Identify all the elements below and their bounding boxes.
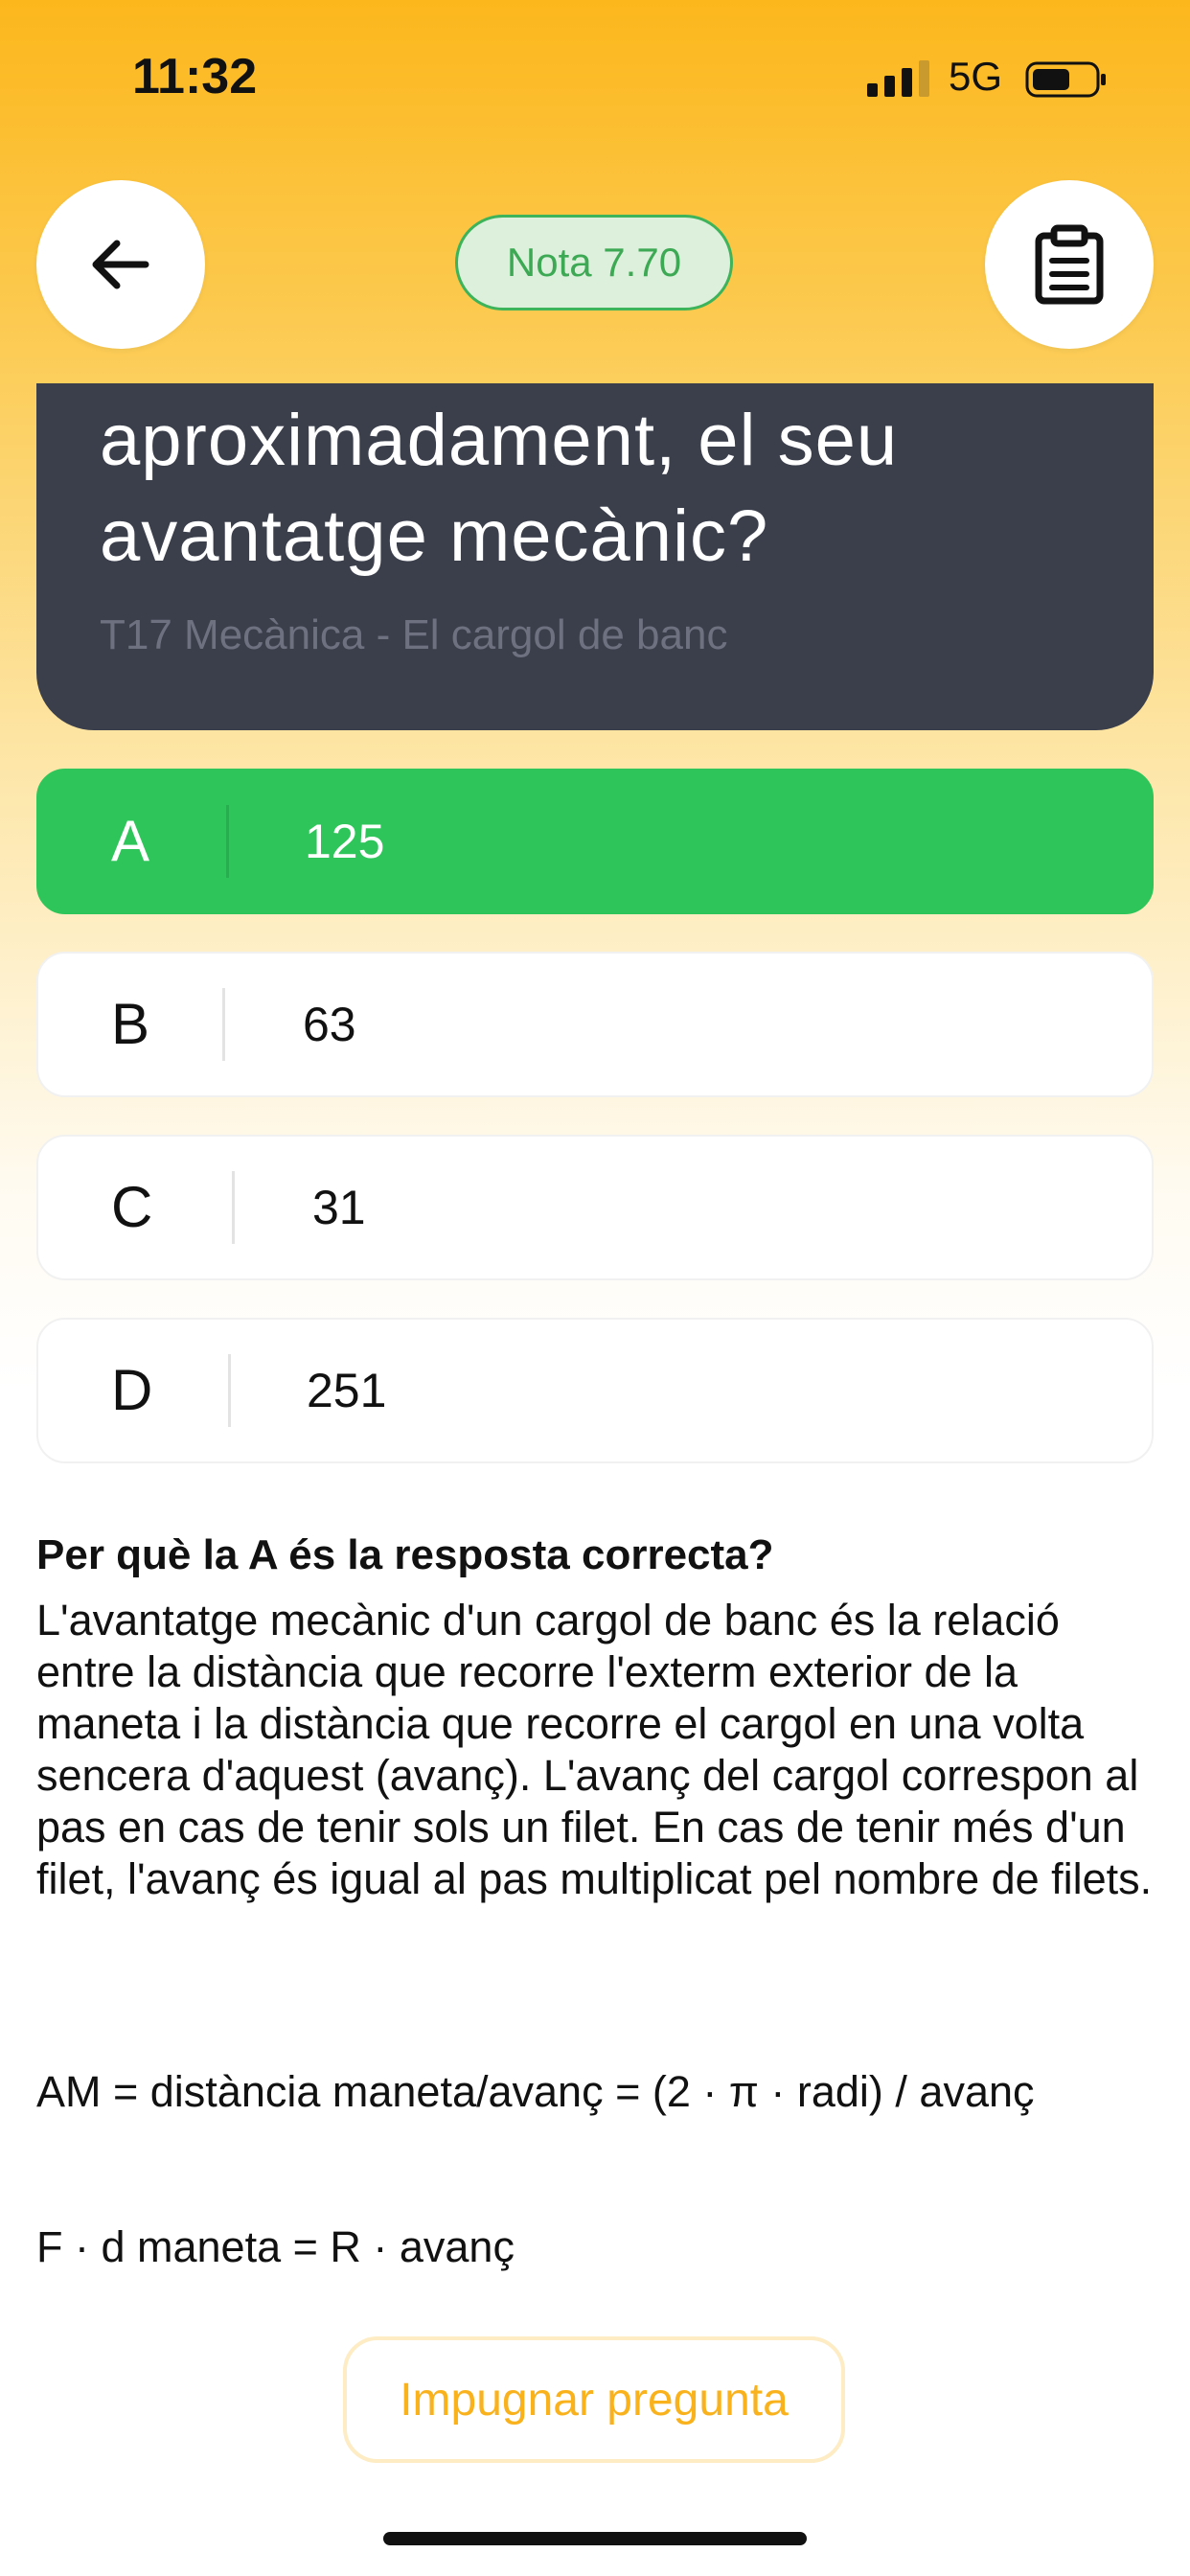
explanation-body: L'avantatge mecànic d'un cargol de banc és la relació entre la distància que recorre l'exterm exterior de la maneta i la distància que recorre el cargol en una volta sencera d'aquest (avanç). L'avanç del cargol correspon al pas en cas de tenir sols un filet. En cas de tenir més d'un filet, l'avanç és igual al pas multiplicat pel nombre de filets. xyxy=(36,1596,1153,1903)
option-divider xyxy=(228,1354,231,1427)
option-letter: D xyxy=(111,1358,153,1422)
option-value: 125 xyxy=(305,815,385,868)
option-value: 251 xyxy=(307,1364,387,1417)
option-letter: C xyxy=(111,1175,153,1239)
option-value: 31 xyxy=(312,1181,366,1234)
arrow-left-icon xyxy=(86,230,155,299)
score-badge: Nota 7.70 xyxy=(455,215,733,310)
question-text: aproximadament, el seu avantatge mecànic? xyxy=(100,400,899,577)
battery-icon xyxy=(1025,61,1108,98)
explanation-formula-1: AM = distància maneta/avanç = (2 · π · radi) / avanç xyxy=(36,2067,1035,2116)
network-type: 5G xyxy=(949,54,1003,99)
option-d[interactable] xyxy=(36,1318,1154,1463)
status-time: 11:32 xyxy=(132,49,258,104)
back-button[interactable] xyxy=(36,180,205,349)
signal-icon xyxy=(867,60,930,97)
option-letter: A xyxy=(111,809,150,873)
question-card xyxy=(36,383,1154,730)
option-divider xyxy=(226,805,229,878)
explanation-title: Per què la A és la resposta correcta? xyxy=(36,1531,774,1578)
option-divider xyxy=(232,1171,235,1244)
clipboard-button[interactable] xyxy=(985,180,1154,349)
home-indicator[interactable] xyxy=(383,2532,807,2545)
clipboard-list-icon xyxy=(1031,224,1108,305)
question-topic: T17 Mecànica - El cargol de banc xyxy=(100,611,728,658)
option-value: 63 xyxy=(303,998,356,1051)
option-b[interactable] xyxy=(36,952,1154,1097)
explanation-formula-2: F · d maneta = R · avanç xyxy=(36,2222,515,2271)
challenge-question-button[interactable]: Impugnar pregunta xyxy=(343,2336,845,2463)
status-bar xyxy=(0,0,1190,144)
option-divider xyxy=(222,988,225,1061)
option-letter: B xyxy=(111,992,150,1056)
option-c[interactable] xyxy=(36,1135,1154,1280)
option-a[interactable] xyxy=(36,769,1154,914)
